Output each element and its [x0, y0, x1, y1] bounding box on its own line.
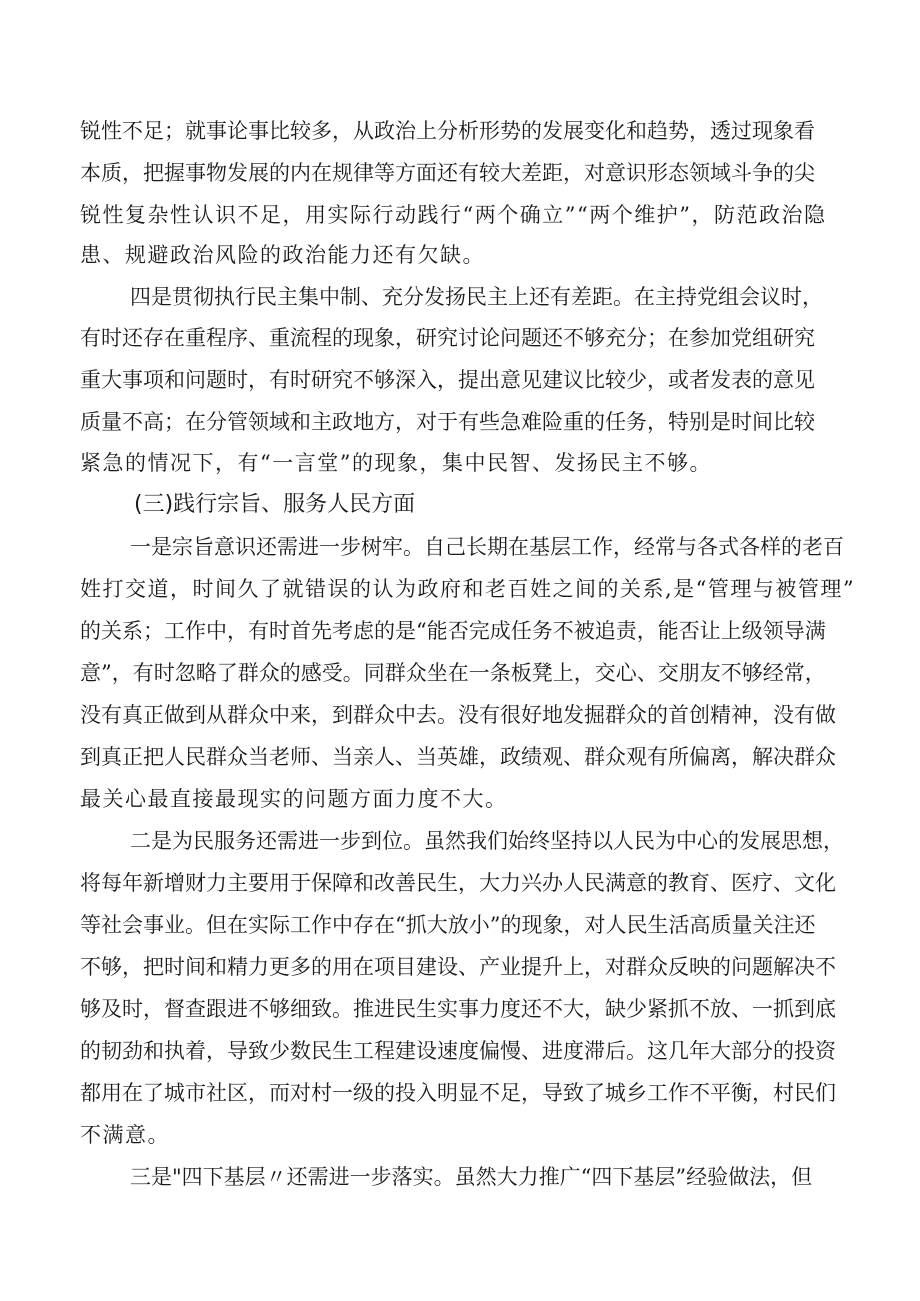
text-line: 没有真正做到从群众中来，到群众中去。没有很好地发掘群众的首创精神，没有做	[80, 703, 836, 727]
text-line: 有时还存在重程序、重流程的现象，研究讨论问题还不够充分；在参加党组研究	[80, 326, 815, 350]
text-line: 意”，有时忽略了群众的感受。同群众坐在一条板凳上，交心、交朋友不够经常，	[80, 661, 826, 685]
paragraph-start-line: 一是宗旨意识还需进一步树牢。自己长期在基层工作，经常与各式各样的老百	[130, 535, 844, 559]
paragraph-start-line: 二是为民服务还需进一步到位。虽然我们始终坚持以人民为中心的发展思想，	[130, 829, 844, 853]
text-line: 重大事项和问题时，有时研究不够深入，提出意见建议比较少，或者发表的意见	[80, 368, 815, 392]
text-line: 的关系；工作中，有时首先考虑的是“能否完成任务不被追责，能否让上级领导满	[80, 619, 826, 643]
text-line: 本质，把握事物发展的内在规律等方面还有较大差距，对意识形态领域斗争的尖	[80, 161, 815, 185]
text-line: 锐性复杂性认识不足，用实际行动践行“两个确立”“两个维护”，防范政治隐	[80, 203, 827, 227]
text-line: 不够，把时间和精力更多的用在项目建设、产业提升上，对群众反映的问题解决不	[80, 955, 836, 979]
text-line: 最关心最直接最现实的问题方面力度不大。	[80, 787, 508, 811]
text-line: 够及时，督查跟进不够细致。推进民生实事力度还不大，缺少紧抓不放、一抓到底	[80, 997, 836, 1021]
text-line: 患、规避政治风险的政治能力还有欠缺。	[80, 243, 485, 267]
text-line: 质量不高；在分管领域和主政地方，对于有些急难险重的任务，特别是时间比较	[80, 410, 815, 434]
text-line: 的韧劲和执着，导致少数民生工程建设速度偏慢、进度滞后。这几年大部分的投资	[80, 1039, 836, 1063]
text-line: 锐性不足；就事论事比较多，从政治上分析形势的发展变化和趋势，透过现象看	[80, 119, 815, 143]
text-line: 紧急的情况下，有“一言堂”的现象，集中民智、发扬民主不够。	[80, 451, 712, 475]
text-line: 不满意。	[80, 1123, 170, 1147]
text-line: 都用在了城市社区，而对村一级的投入明显不足，导致了城乡工作不平衡，村民们	[80, 1081, 836, 1105]
text-line: 等社会事业。但在实际工作中存在“抓大放小”的现象，对人民生活高质量关注还	[80, 913, 816, 937]
paragraph-start-line: 三是"四下基层〃还需进一步落实。虽然大力推广“四下基层”经验做法，但	[130, 1165, 813, 1189]
text-line: 到真正把人民群众当老师、当亲人、当英雄，政绩观、群众观有所偏离，解决群众	[80, 745, 836, 769]
text-line: 将每年新增财力主要用于保障和改善民生，大力兴办人民满意的教育、医疗、文化	[80, 871, 836, 895]
paragraph-start-line: 四是贯彻执行民主集中制、充分发扬民主上还有差距。在主持党组会议时，	[130, 285, 823, 309]
section-heading: (三)践行宗旨、服务人民方面	[134, 492, 416, 517]
text-line: 姓打交道，时间久了就错误的认为政府和老百姓之间的关系,是“管理与被管理”	[80, 577, 856, 601]
